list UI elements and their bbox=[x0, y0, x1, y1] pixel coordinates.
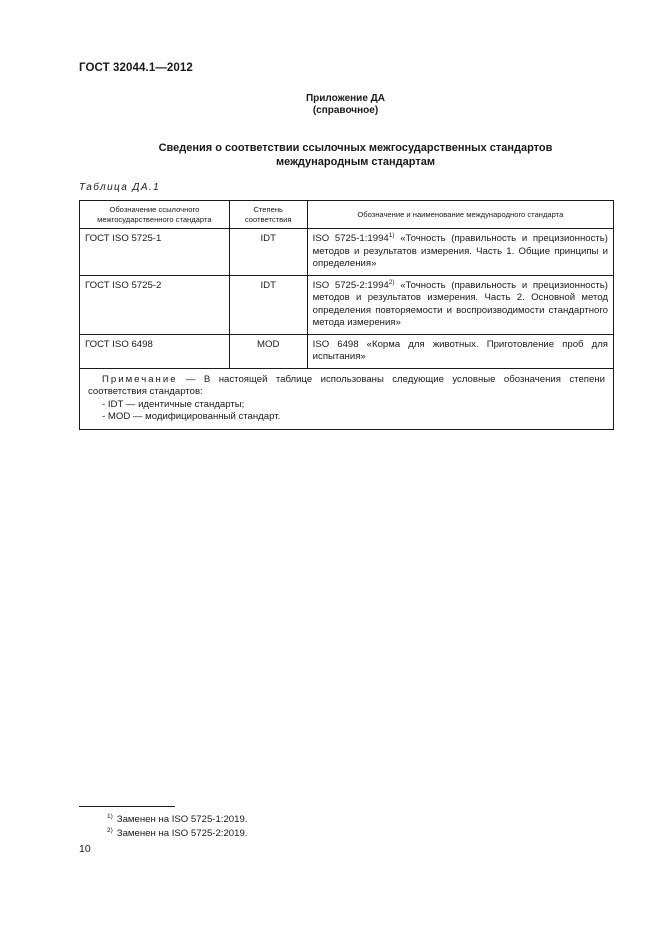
footnote-mark: 2) bbox=[107, 827, 113, 834]
note-item: - MOD — модифицированный стандарт. bbox=[102, 411, 281, 422]
note-text: — В настоящей таблице использованы следующие условные обозначения степени соответствия стандартов: bbox=[88, 373, 605, 397]
table-row bbox=[80, 229, 614, 276]
footnote-mark: 1) bbox=[107, 813, 113, 820]
footnote-text: Заменен на ISO 5725-1:2019. bbox=[116, 814, 248, 825]
footnote-ref: 2) bbox=[388, 278, 395, 286]
cell-degree: IDT bbox=[229, 275, 307, 334]
footnote bbox=[107, 814, 247, 826]
footnote-divider bbox=[79, 806, 175, 807]
international-title: «Точность (правильность и прецизионность) методов и результатов измерения. Часть 1. Общие принципы и определения» bbox=[312, 233, 608, 269]
page-number: 10 bbox=[79, 843, 91, 855]
appendix-title: Приложение ДА bbox=[305, 93, 386, 104]
table-label: Таблица ДА.1 bbox=[79, 182, 161, 193]
international-code: ISO 5725-1:1994 bbox=[312, 233, 389, 244]
table-note-row bbox=[80, 368, 614, 429]
international-code: ISO 6498 bbox=[312, 338, 359, 350]
footnote-ref: 1) bbox=[388, 232, 395, 239]
cell-degree: IDT bbox=[229, 229, 307, 276]
cell-international bbox=[307, 334, 613, 368]
section-heading-line-1: Сведения о соответствии ссылочных межгосударственных стандартов bbox=[158, 142, 553, 154]
appendix-subtitle: (справочное) bbox=[312, 105, 379, 116]
note-title: Примечание bbox=[102, 373, 178, 385]
column-header-international: Обозначение и наименование международного стандарта bbox=[307, 201, 613, 229]
column-header-standard: Обозначение ссылочного межгосударственного стандарта bbox=[80, 201, 230, 229]
international-title: «Корма для животных. Приготовление проб для испытания» bbox=[312, 338, 608, 362]
cell-standard: ГОСТ ISO 5725-2 bbox=[80, 275, 230, 334]
appendix-heading bbox=[0, 93, 661, 117]
international-title: «Точность (правильность и прецизионность) методов и результатов измерения. Часть 2. Основной метод определения повторяемости и воспроизводимости стандартного метода измерения» bbox=[312, 279, 608, 328]
cell-international bbox=[307, 275, 613, 334]
cell-standard: ГОСТ ISO 6498 bbox=[80, 334, 230, 368]
correspondence-table bbox=[79, 200, 614, 430]
cell-standard: ГОСТ ISO 5725-1 bbox=[80, 229, 230, 276]
note-item: - IDT — идентичные стандарты; bbox=[102, 398, 245, 410]
international-code: ISO 5725-2:1994 bbox=[312, 279, 389, 291]
table-header-row bbox=[80, 201, 614, 229]
column-header-degree: Степень соответствия bbox=[229, 201, 307, 229]
footnote bbox=[107, 828, 247, 840]
note-paragraph bbox=[88, 374, 605, 399]
footnote-text: Заменен на ISO 5725-2:2019. bbox=[116, 828, 248, 839]
section-heading bbox=[79, 141, 614, 169]
table-note bbox=[80, 368, 614, 429]
section-heading-line-2: международным стандартам bbox=[276, 156, 435, 168]
document-code: ГОСТ 32044.1—2012 bbox=[79, 62, 193, 74]
cell-international bbox=[307, 229, 613, 276]
table-row bbox=[80, 334, 614, 368]
cell-degree: MOD bbox=[229, 334, 307, 368]
table-row bbox=[80, 275, 614, 334]
